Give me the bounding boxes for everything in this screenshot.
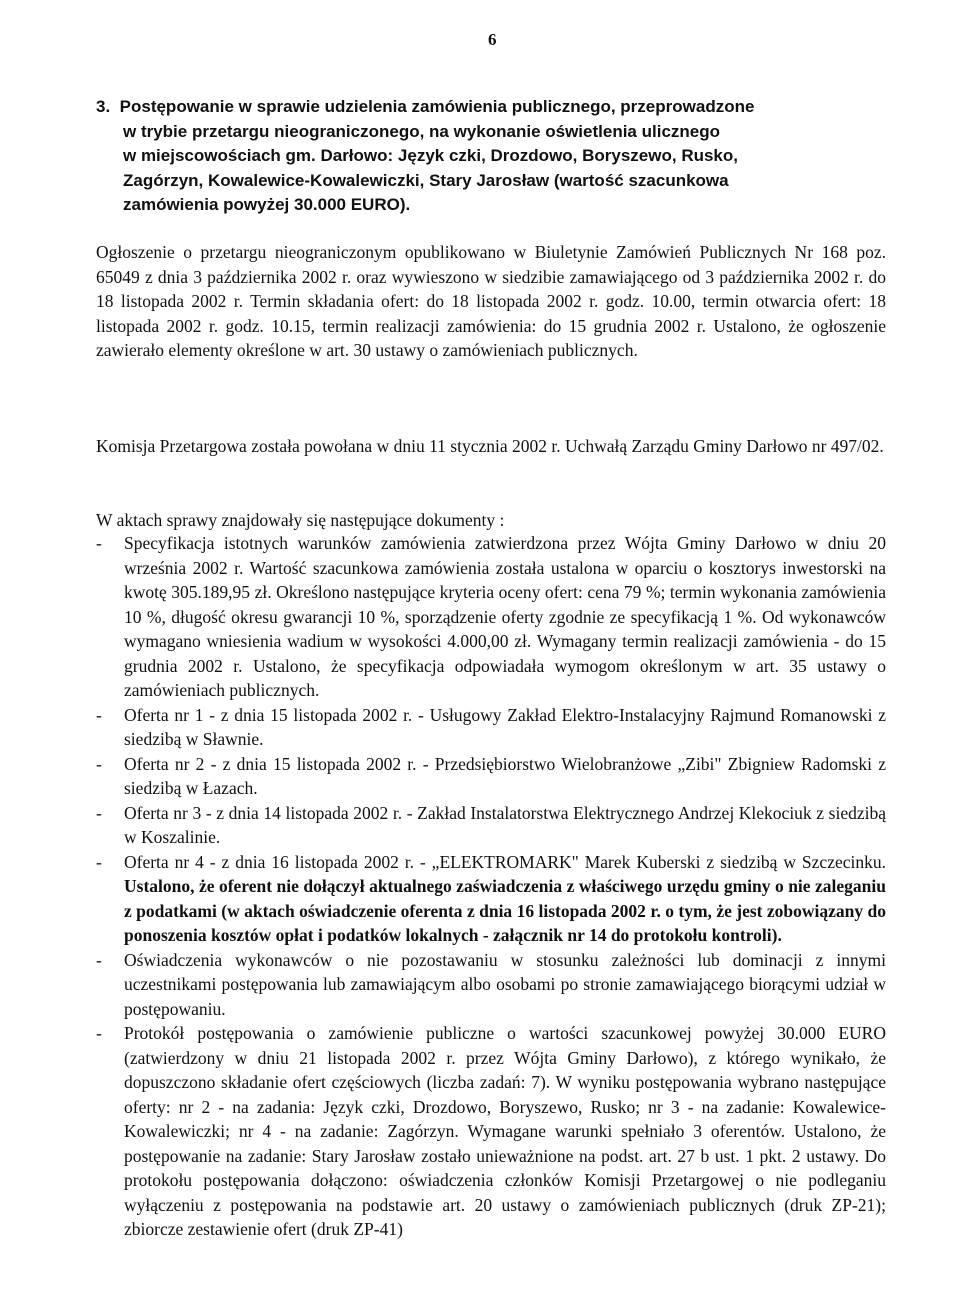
announcement-paragraph: Ogłoszenie o przetargu nieograniczonym opublikowano w Biuletynie Zamówień Publicznych Nr 168 poz. 65049 z dnia 3 października 2002 r. oraz wywieszono w siedzibie zamawiającego od 3 października 2002 r. do 18 listopada 2002 r. Termin składania ofert: do 18 listopada 2002 r. godz. 10.00, termin otwarcia ofert: 18 listopada 2002 r. godz. 10.15, termin realizacji zamówienia: do 15 grudnia 2002 r. Ustalono, że ogłoszenie zawierało elementy określone w art. 30 ustawy o zamówieniach publicznych. [96, 242, 886, 360]
list-item [96, 703, 886, 752]
list-item-text: Protokół postępowania o zamówienie publiczne o wartości szacunkowej powyżej 30.000 EURO (zatwierdzony w dniu 21 listopada 2002 r. przez Wójta Gminy Darłowo), z którego wynikało, że dopuszczono składanie ofert częściowych (liczba zadań: 7). W wyniku postępowania wybrano następujące oferty: nr 2 - na zadania: Język czki, Drozdowo, Boryszewo, Rusko; nr 3 - na zadanie: Kowalewice-Kowalewiczki; nr 4 - na zadanie: Zagórzyn. Wymagane warunki spełniało 3 oferentów. Ustalono, że postępowanie na zadanie: Stary Jarosław zostało unieważnione na podst. art. 27 b ust. 1 pkt. 2 ustawy. Do protokołu postępowania dołączono: oświadczenia członków Komisji Przetargowej o nie podleganiu wyłączeniu z postępowania na podstawie art. 20 ustawy o zamówieniach publicznych (druk ZP-21); zbiorcze zestawienie ofert (druk ZP-41) [124, 1023, 886, 1239]
list-item-text: Oferta nr 3 - z dnia 14 listopada 2002 r. - Zakład Instalatorstwa Elektrycznego Andrzej Klekociuk z siedzibą w Koszalinie. [124, 802, 886, 847]
list-item [96, 531, 886, 703]
heading-line-3: w miejscowościach gm. Darłowo: Język czki, Drozdowo, Boryszewo, Rusko, [123, 146, 738, 165]
heading-line-1 [96, 95, 886, 120]
documents-list [96, 531, 886, 1242]
list-item-bold-finding: Ustalono, że oferent nie dołączył aktualnego zaświadczenia z właściwego urzędu gminy o nie zaleganiu z podatkami (w aktach oświadczenie oferenta z dnia 16 listopada 2002 r. o tym, że jest zobowiązany do ponoszenia kosztów opłat i podatków lokalnych - załącznik nr 14 do protokołu kontroli). [124, 876, 886, 945]
list-item [96, 752, 886, 801]
list-dash: - [96, 802, 102, 823]
heading-number: 3. [96, 97, 111, 116]
page-number: 6 [488, 30, 497, 49]
list-item [96, 948, 886, 1022]
list-dash: - [96, 533, 102, 553]
list-item-text: Specyfikacja istotnych warunków zamówienia zatwierdzona przez Wójta Gminy Darłowo w dniu 20 września 2002 r. Wartość szacunkowa zamówienia została ustalona w oparciu o kosztorys inwestorski na kwotę 305.189,95 zł. Określono następujące kryteria oceny ofert: cena 79 %; termin wykonania zamówienia 10 %, długość okresu gwarancji 10 %, sporządzenie oferty zgodnie ze specyfikacją 1 %. Od wykonawców wymagano wniesienia wadium w wysokości 4.000,00 zł. Wymagany termin realizacji zamówienia - do 15 grudnia 2002 r. Ustalono, że specyfikacja odpowiadała wymogom określonym w art. 35 ustawy o zamówieniach publicznych. [124, 533, 886, 700]
list-item [96, 850, 886, 948]
list-item [96, 1021, 886, 1242]
heading-line-4: Zagórzyn, Kowalewice-Kowalewiczki, Stary Jarosław (wartość szacunkowa [123, 170, 729, 190]
heading-line-2: w trybie przetargu nieograniczonego, na wykonanie oświetlenia ulicznego [123, 121, 721, 141]
list-dash: - [96, 1023, 102, 1043]
commission-paragraph: Komisja Przetargowa została powołana w dniu 11 stycznia 2002 r. Uchwałą Zarządu Gminy Darłowo nr 497/02. [96, 436, 884, 456]
documents-intro: W aktach sprawy znajdowały się następujące dokumenty : [96, 510, 505, 530]
list-item-text: Oświadczenia wykonawców o nie pozostawaniu w stosunku zależności lub dominacji z innymi uczestnikami postępowania lub zamawiającym albo osobami po stronie zamawiającego biorącymi udział w postępowaniu. [124, 949, 886, 1019]
list-item-text: Oferta nr 1 - z dnia 15 listopada 2002 r. - Usługowy Zakład Elektro-Instalacyjny Rajmund Romanowski z siedzibą w Sławnie. [124, 704, 886, 749]
heading-line-1-text: Postępowanie w sprawie udzielenia zamówienia publicznego, przeprowadzone [119, 97, 755, 116]
section-heading [96, 95, 886, 218]
list-dash: - [96, 851, 102, 872]
list-item-text: Oferta nr 4 - z dnia 16 listopada 2002 r. - „ELEKTROMARK" Marek Kuberski z siedzibą w Szczecinku. [124, 851, 886, 872]
list-item [96, 801, 886, 850]
list-dash: - [96, 753, 102, 774]
list-dash: - [96, 949, 102, 970]
heading-line-5: zamówienia powyżej 30.000 EURO). [123, 195, 411, 214]
list-item-text: Oferta nr 2 - z dnia 15 listopada 2002 r. - Przedsiębiorstwo Wielobranżowe „Zibi" Zbigniew Radomski z siedzibą w Łazach. [124, 753, 886, 798]
list-dash: - [96, 704, 102, 725]
